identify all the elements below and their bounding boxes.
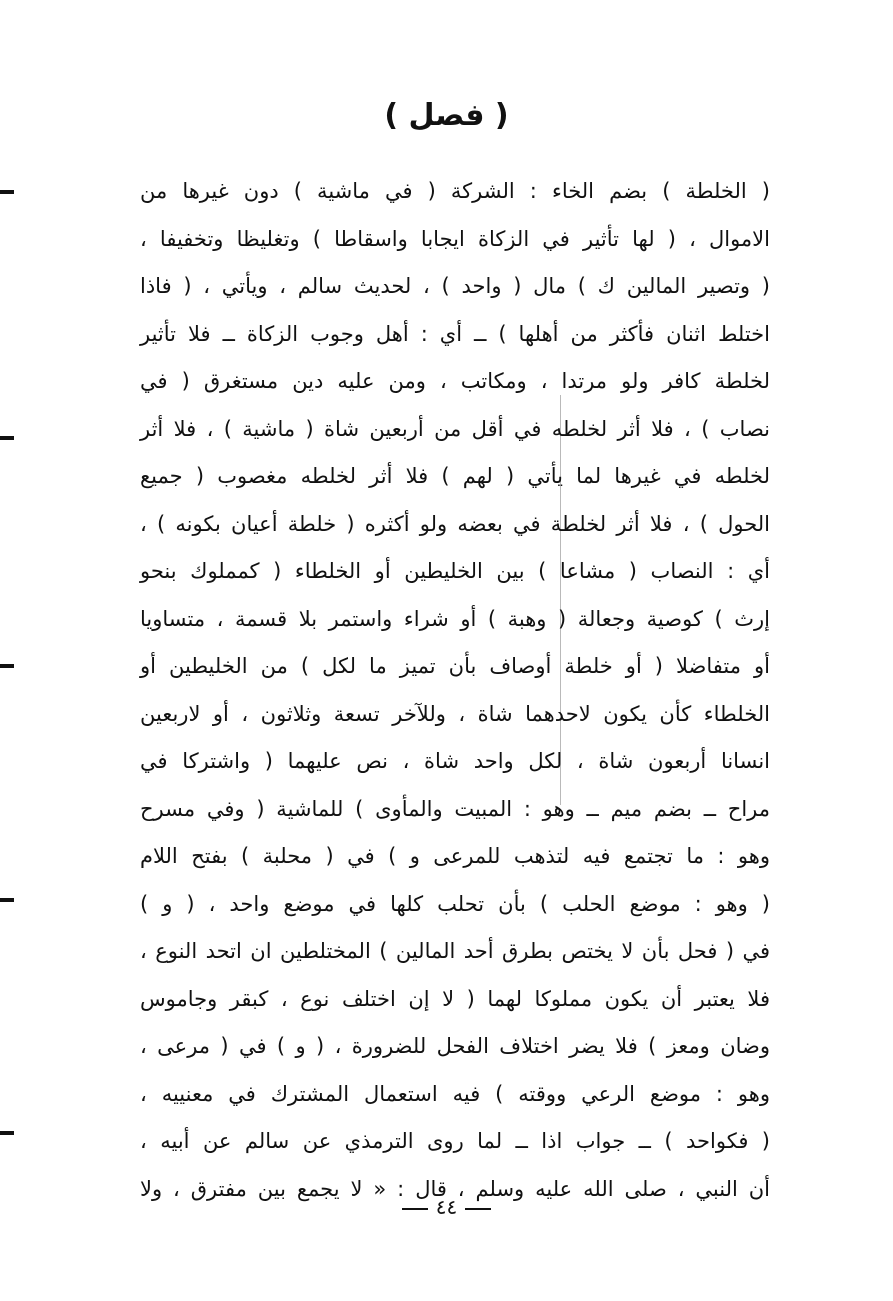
margin-mark xyxy=(0,664,14,668)
text-line: ( الخلطة ) بضم الخاء : الشركة ( في ماشية ) دون غيرها من xyxy=(140,179,770,203)
text-line: وهو : موضع الرعي ووقته ) فيه استعمال المشترك في معنييه ، xyxy=(140,1081,770,1106)
margin-mark xyxy=(0,1131,14,1135)
text-line: نصاب ) ، فلا أثر لخلطه في أقل من أربعين شاة ( ماشية ) ، فلا أثر xyxy=(140,416,770,441)
text-line: ( وتصير المالين ك ) مال ( واحد ) ، لحديث سالم ، ويأتي ، ( فاذا xyxy=(140,274,770,298)
text-line: الحول ) ، فلا أثر لخلطة في بعضه ولو أكثره ( خلطة أعيان بكونه ) ، xyxy=(140,511,770,536)
text-line: في ( فحل بأن لا يختص بطرق أحد المالين ) المختلطين ان اتحد النوع ، xyxy=(140,939,770,963)
text-line: مراح ــ بضم ميم ــ وهو : المبيت والمأوى ) للماشية ( وفي مسرح xyxy=(140,796,770,821)
text-line: أن النبي ، صلى الله عليه وسلم ، قال : « لا يجمع بين مفترق ، ولا xyxy=(140,1176,770,1201)
text-line: ( فكواحد ) ــ جواب اذا ــ لما روى الترمذي عن سالم عن أبيه ، xyxy=(140,1129,770,1153)
body-text xyxy=(140,168,770,1213)
text-line: الخلطاء كأن يكون لاحدهما شاة ، وللآخر تسعة وثلاثون ، أو لاربعين xyxy=(140,701,770,726)
page-number-dash xyxy=(465,1208,491,1210)
text-line: اختلط اثنان فأكثر من أهلها ) ــ أي : أهل وجوب الزكاة ــ فلا تأثير xyxy=(140,321,770,346)
section-heading: ( فصل ) xyxy=(384,98,509,133)
page-number-value: ٤٤ xyxy=(435,1195,458,1219)
text-line: أو متفاضلا ( أو خلطة أوصاف بأن تميز ما لكل ) من الخليطين أو xyxy=(140,654,770,678)
text-line: وضان ومعز ) فلا يضر اختلاف الفحل للضرورة ، ( و ) في ( مرعى ، xyxy=(140,1034,770,1058)
text-line: لخلطة كافر ولو مرتدا ، ومكاتب ، ومن عليه دين مستغرق ( في xyxy=(140,369,770,393)
margin-mark xyxy=(0,190,14,194)
page-number-dash xyxy=(402,1208,428,1210)
text-line: ( وهو : موضع الحلب ) بأن تحلب كلها في موضع واحد ، ( و ) xyxy=(140,891,770,916)
text-line: وهو : ما تجتمع فيه لتذهب للمرعى و ) في ( محلبة ) بفتح اللام xyxy=(140,844,770,868)
text-line: أي : النصاب ( مشاعا ) بين الخليطين أو الخلطاء ( كمملوك بنحو xyxy=(140,559,770,583)
page-number xyxy=(0,1195,893,1219)
text-line: لخلطه في غيرها لما يأتي ( لهم ) فلا أثر لخلطه مغصوب ( جميع xyxy=(140,464,770,488)
text-line: فلا يعتبر أن يكون مملوكا لهما ( لا إن اختلف نوع ، كبقر وجاموس xyxy=(140,986,770,1011)
text-line: انسانا أربعون شاة ، لكل واحد شاة ، نص عليهما ( واشتركا في xyxy=(140,749,770,773)
margin-mark xyxy=(0,898,14,902)
text-line: الاموال ، ( لها تأثير في الزكاة ايجابا واسقاطا ) وتغليظا وتخفيفا ، xyxy=(140,226,770,251)
margin-mark xyxy=(0,436,14,440)
text-line: إرث ) كوصية وجعالة ( وهبة ) أو شراء واستمر بلا قسمة ، متساويا xyxy=(140,606,770,631)
